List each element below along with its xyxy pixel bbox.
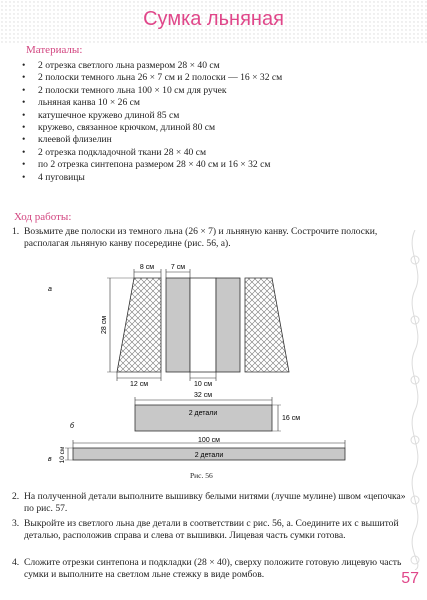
step-2 [12,491,407,517]
page-number: 57 [401,570,419,587]
strip-b-label: 2 детали [188,410,218,417]
figure-56 [0,258,427,484]
list-item: • 4 пуговицы [18,172,413,184]
step-text: Выкройте из светлого льна две детали в соответствии с рис. 56, а. Соедините их с вышитой деталью, расположив справа и слева от вышивки. Лицевая часть сумки готова. [24,518,399,542]
step-number: 1. [12,226,20,237]
dim-7-label: 7 см [170,264,186,271]
step-text: На полученной детали выполните вышивку белыми нитями (лучше мулине) швом «цепочка» по рис. 57. [24,491,406,515]
step-text: Сложите отрезки синтепона и подкладки (28 × 40), сверху положите готовую лицевую часть сумки и выполните на светлом льне стежку в виде ромбов. [24,557,402,581]
step-number: 4. [12,557,20,568]
dark-strip-left [166,278,190,372]
dim-8-label: 8 см [139,264,155,271]
dim-32-label: 32 см [193,392,213,399]
strip-v-label: 2 детали [194,452,224,459]
step-3 [12,518,407,556]
label-b: б [70,423,74,430]
figure-caption: Рис. 56 [190,471,213,480]
canvas-strip [190,278,216,372]
dim-12-label: 12 см [129,381,149,388]
dark-strip-right [216,278,240,372]
list-item: • 2 отрезка подкладочной ткани 28 × 40 см [18,147,413,159]
list-item: • 2 отрезка светлого льна размером 28 × 40 см [18,60,413,72]
dim-10-label: 10 см [193,381,213,388]
list-item: • льняная канва 10 × 26 см [18,97,413,109]
list-item: • по 2 отрезка синтепона размером 28 × 40 см и 16 × 32 см [18,159,413,171]
left-panel-shape [117,278,161,372]
page-title: Сумка льняная [143,8,284,30]
dim-16-label: 16 см [282,415,301,422]
list-item: • 2 полоски темного льна 100 × 10 см для ручек [18,85,413,97]
right-panel-shape [245,278,289,372]
step-number: 2. [12,491,20,502]
list-item: • 2 полоски темного льна 26 × 7 см и 2 полоски — 16 × 32 см [18,72,413,84]
lace-border-decoration [401,230,427,570]
materials-list [18,60,413,184]
work-heading: Ход работы: [14,211,72,223]
dim-100-label: 100 см [198,437,220,444]
step-number: 3. [12,518,20,529]
step-4 [12,557,407,583]
dim-28-label: 28 см [101,315,108,335]
step-text: Возьмите две полоски из темного льна (26 × 7) и льняную канву. Сострочите полоски, располагая льняную канву посередине (рис. 56, а). [24,226,378,250]
label-v: в [48,456,52,463]
list-item: • клеевой флизелин [18,134,413,146]
dim-10v-label: 10 см [59,446,66,464]
materials-heading: Материалы: [26,44,83,56]
list-item: • кружево, связанное крючком, длиной 80 см [18,122,413,134]
strip-b [135,405,272,431]
list-item: • катушечное кружево длиной 85 см [18,110,413,122]
label-a: а [48,286,52,293]
step-1 [12,226,407,252]
